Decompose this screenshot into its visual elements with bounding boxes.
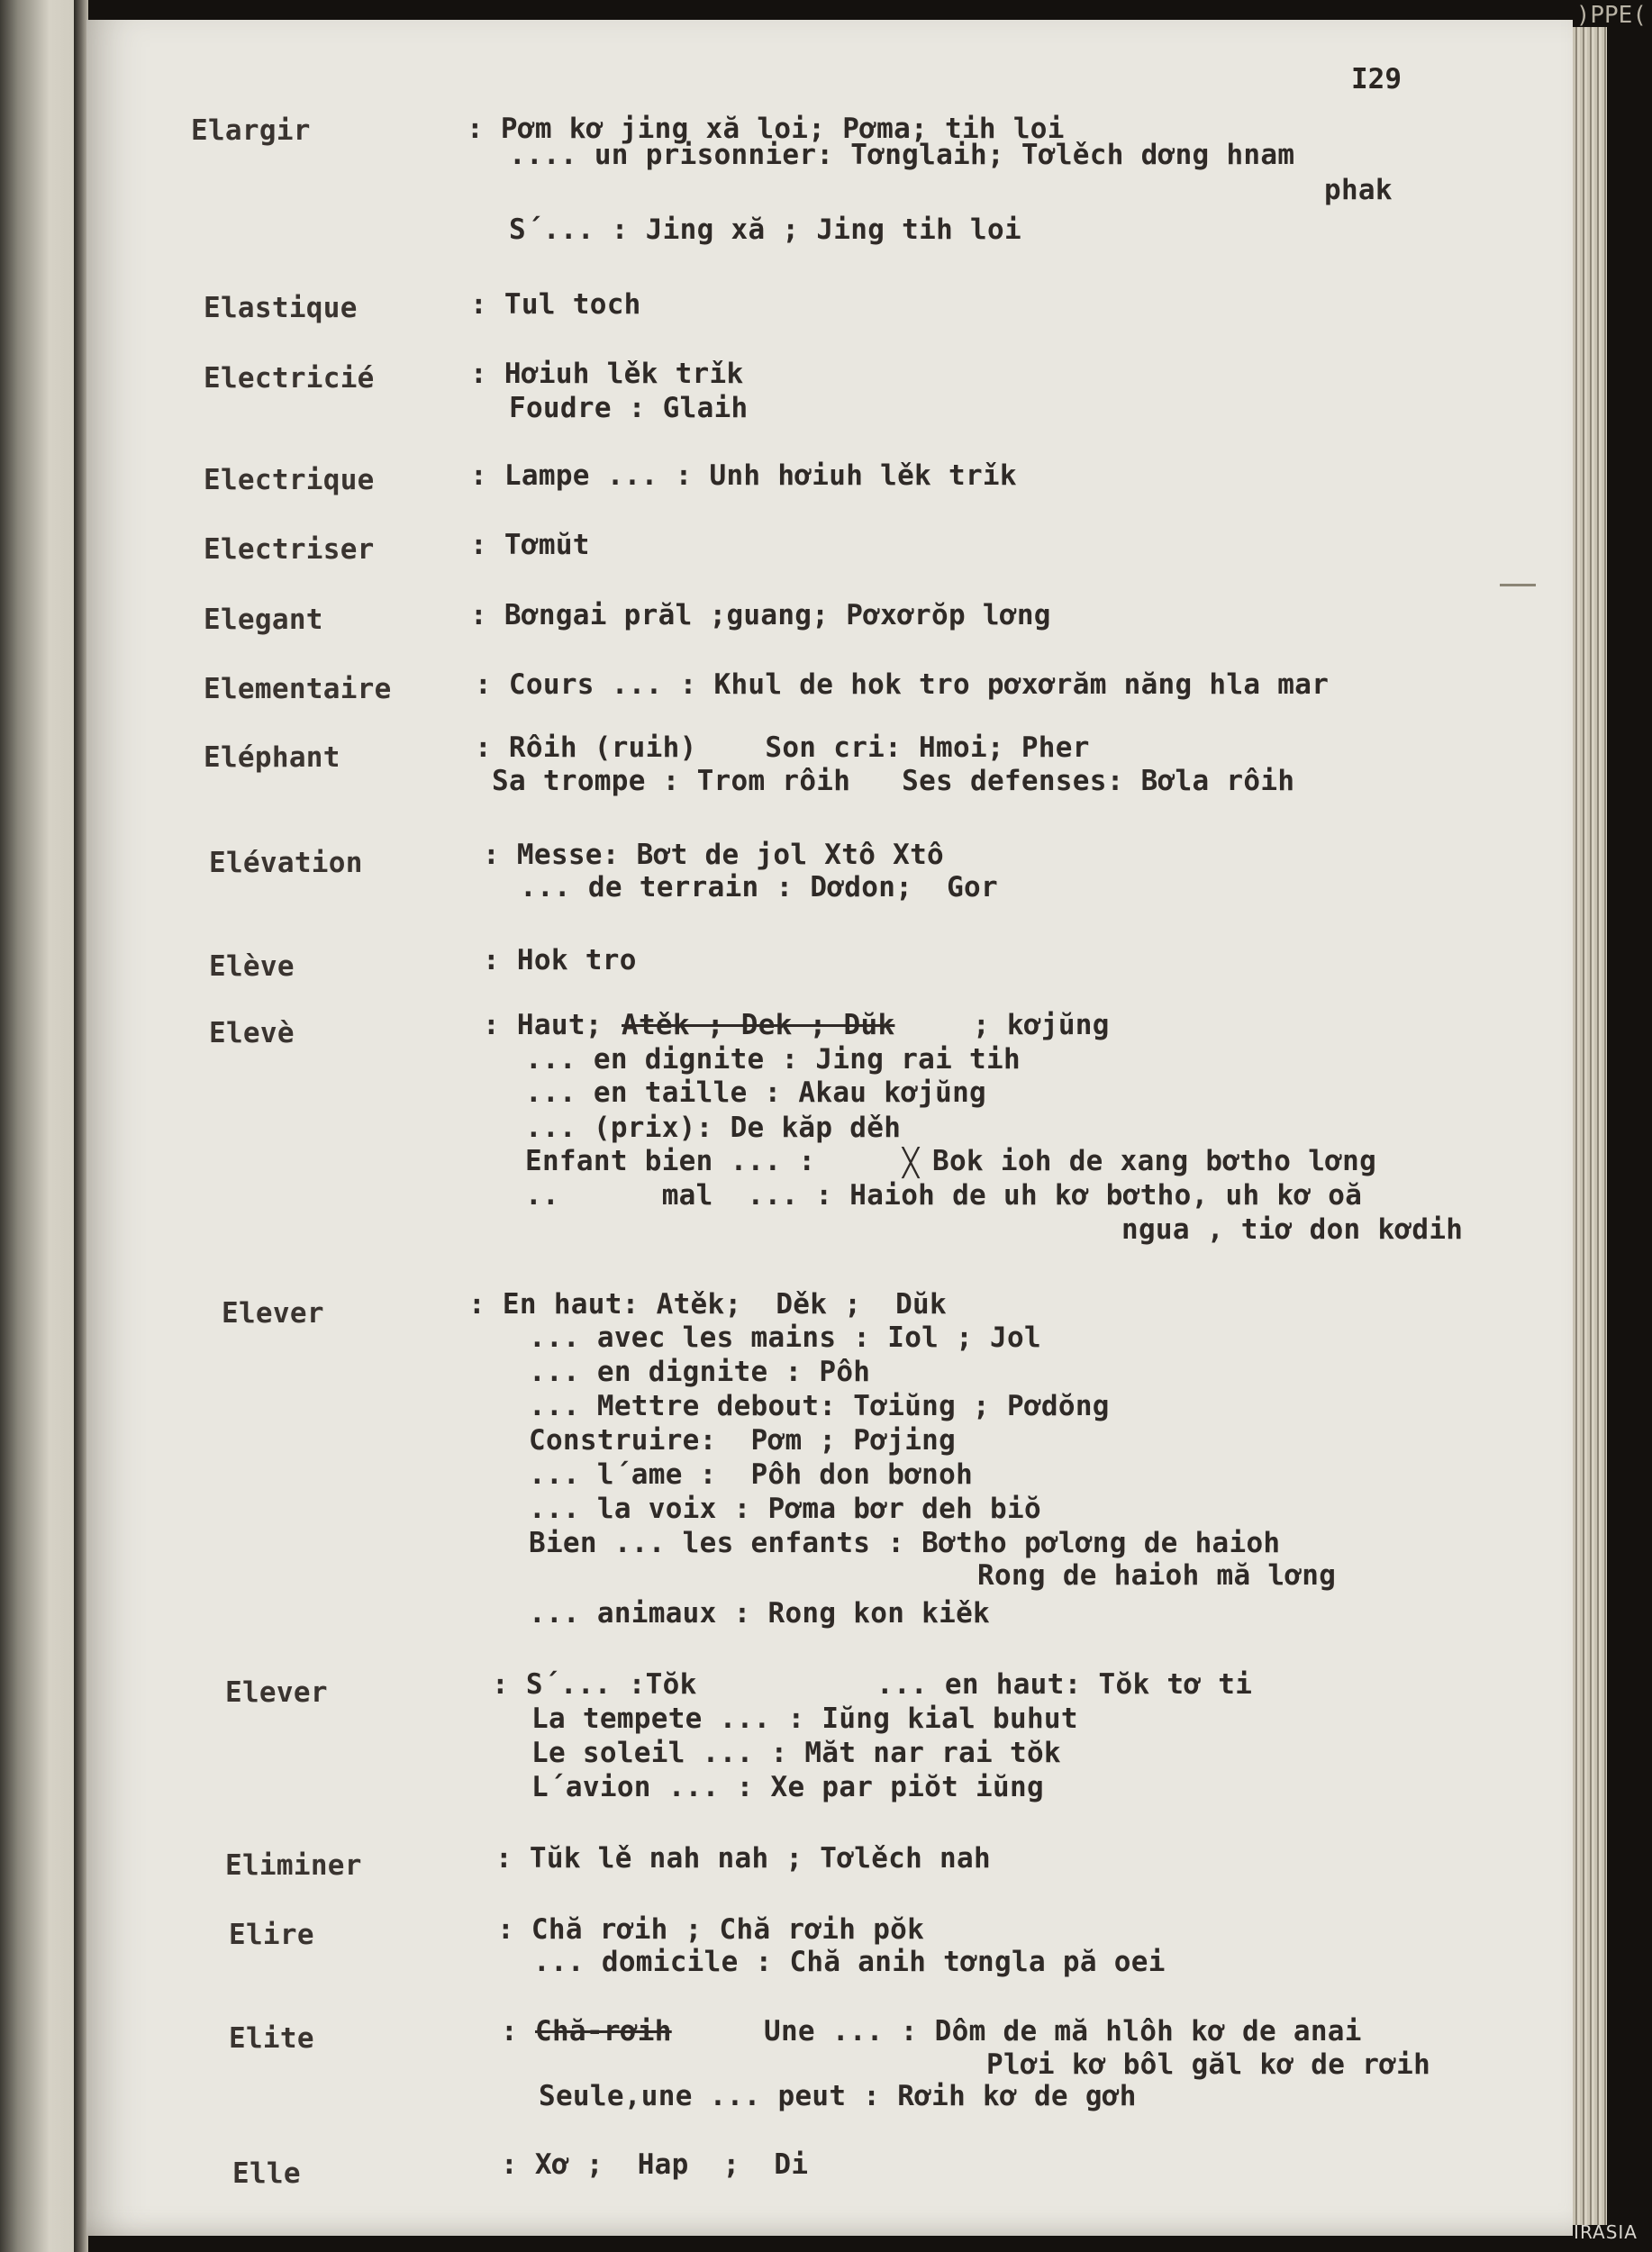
definition-line: ... animaux : Rong kon kiěk xyxy=(529,1597,991,1630)
definition-line: Rong de haioh mă lơng xyxy=(977,1559,1337,1592)
margin-mark xyxy=(1500,584,1536,586)
definition-line: : Hok tro xyxy=(483,944,637,976)
headword: Elevè xyxy=(209,1017,295,1049)
headword: Elève xyxy=(209,950,295,983)
headword: Elire xyxy=(229,1919,314,1951)
definition-line: : Cours ... : Khul de hok tro pơxơrăm năng hla mar xyxy=(475,668,1330,701)
definition-line: ... la voix : Pơma bơr deh biŏ xyxy=(529,1493,1041,1525)
definition-line: .... un prisonnier: Tơnglaih; Tơlěch dơng hnam xyxy=(509,139,1295,171)
definition-line: : Pơm kơ jing xă loi; Pơma; tih loi xyxy=(467,113,1065,145)
definition-line: ... en taille : Akau kơjŭng xyxy=(525,1076,987,1109)
definition-line: : Lampe ... : Unh hơiuh lěk trǐk xyxy=(470,459,1017,492)
definition-line: La tempete ... : Iŭng kial buhut xyxy=(531,1703,1078,1735)
definition-line: phak xyxy=(1324,174,1393,206)
headword: Elle xyxy=(232,2157,301,2190)
headword: Eliminer xyxy=(225,1849,362,1882)
definition-line: L´avion ... : Xe par piŏt iŭng xyxy=(531,1771,1044,1803)
definition-line: : Xơ ; Hap ; Di xyxy=(501,2148,809,2181)
definition-line: : Tơmŭt xyxy=(470,529,590,561)
headword: Elegant xyxy=(204,604,323,636)
definition-line: Bien ... les enfants : Bơtho pơlơng de haioh xyxy=(529,1527,1281,1559)
definition-line: Bok ioh de xang bơtho lơng xyxy=(932,1145,1377,1177)
definition-line: ... l´ame : Pôh don bơnoh xyxy=(529,1458,974,1491)
definition-line: Foudre : Glaih xyxy=(509,392,749,424)
struck-out-text: Chă-rơih xyxy=(535,2015,672,2048)
left-page-edge xyxy=(0,0,79,2252)
headword: Elévation xyxy=(209,847,363,879)
handwritten-cross-mark: ╳ xyxy=(903,1148,920,1179)
struck-out-text: Atěk ; Dek ; Dŭk xyxy=(622,1009,895,1041)
definition-line: ... domicile : Chă anih tơngla pă oei xyxy=(533,1946,1166,1978)
definition-line: Le soleil ... : Măt nar rai tŏk xyxy=(531,1737,1061,1769)
definition-line: : Tŭk lě nah nah ; Tơlěch nah xyxy=(495,1842,991,1875)
definition-line: : Messe: Bơt de jol Xtô Xtô xyxy=(483,839,945,871)
definition-line: ; kơjŭng xyxy=(973,1009,1110,1041)
definition-line: ... en haut: Tŏk tơ ti xyxy=(876,1668,1253,1701)
watermark: IRASIA xyxy=(1574,2221,1638,2243)
definition-line: : Bơngai prăl ;guang; Pơxơrŏp lơng xyxy=(470,599,1051,631)
definition-line: : Chă rơih ; Chă rơih pŏk xyxy=(497,1913,925,1946)
definition-line: ... de terrain : Dơdon; Gor xyxy=(520,871,998,904)
definition-line: ... en dignite : Pôh xyxy=(529,1356,871,1388)
definition-line: ... en dignite : Jing rai tih xyxy=(525,1043,1021,1076)
headword: Eléphant xyxy=(204,741,340,774)
headword: Electriser xyxy=(204,533,375,566)
definition-line: Construire: Pơm ; Pơjing xyxy=(529,1424,957,1457)
definition-line: Plơi kơ bôl găl kơ de rơih xyxy=(986,2048,1431,2081)
definition-line: Enfant bien ... : xyxy=(525,1145,816,1177)
definition-line: : Haut; xyxy=(483,1009,603,1041)
top-corner-mark: )PPE( xyxy=(1575,2,1647,29)
definition-line: S´... : Jing xă ; Jing tih loi xyxy=(509,213,1021,246)
headword: Electricié xyxy=(204,362,375,395)
definition-line: Seule,une ... peut : Rơih kơ de gơh xyxy=(539,2080,1137,2112)
definition-line: : En haut: Atěk; Děk ; Dŭk xyxy=(468,1288,947,1321)
definition-line: Une ... : Dôm de mă hlôh kơ de anai xyxy=(764,2015,1362,2048)
definition-line: : Hơiuh lěk trǐk xyxy=(470,358,744,390)
definition-line: : Tul toch xyxy=(470,288,641,321)
definition-line: : xyxy=(501,2015,518,2048)
page-stack-edge xyxy=(1573,27,1607,2225)
definition-line: .. mal ... : Haioh de uh kơ bơtho, uh kơ oă xyxy=(525,1179,1363,1212)
headword: Elite xyxy=(229,2022,314,2055)
definition-line: ... Mettre debout: Tơiŭng ; Pơdŏng xyxy=(529,1390,1110,1422)
page-number: I29 xyxy=(1351,63,1402,95)
definition-line: Sa trompe : Trom rôih Ses defenses: Bơla rôih xyxy=(492,765,1295,797)
headword: Elastique xyxy=(204,292,358,324)
definition-line: ... (prix): De kăp děh xyxy=(525,1112,902,1144)
headword: Elever xyxy=(225,1676,328,1709)
headword: Elargir xyxy=(191,114,311,147)
definition-line: ... avec les mains : Iol ; Jol xyxy=(529,1321,1041,1354)
headword: Elever xyxy=(222,1297,324,1330)
definition-line: ngua , tiơ don kơdih xyxy=(1121,1213,1464,1246)
definition-line: : Rôih (ruih) Son cri: Hmoi; Pher xyxy=(475,731,1090,764)
definition-line: : S´... :Tŏk xyxy=(492,1668,697,1701)
headword: Electrique xyxy=(204,464,375,496)
headword: Elementaire xyxy=(204,673,392,705)
